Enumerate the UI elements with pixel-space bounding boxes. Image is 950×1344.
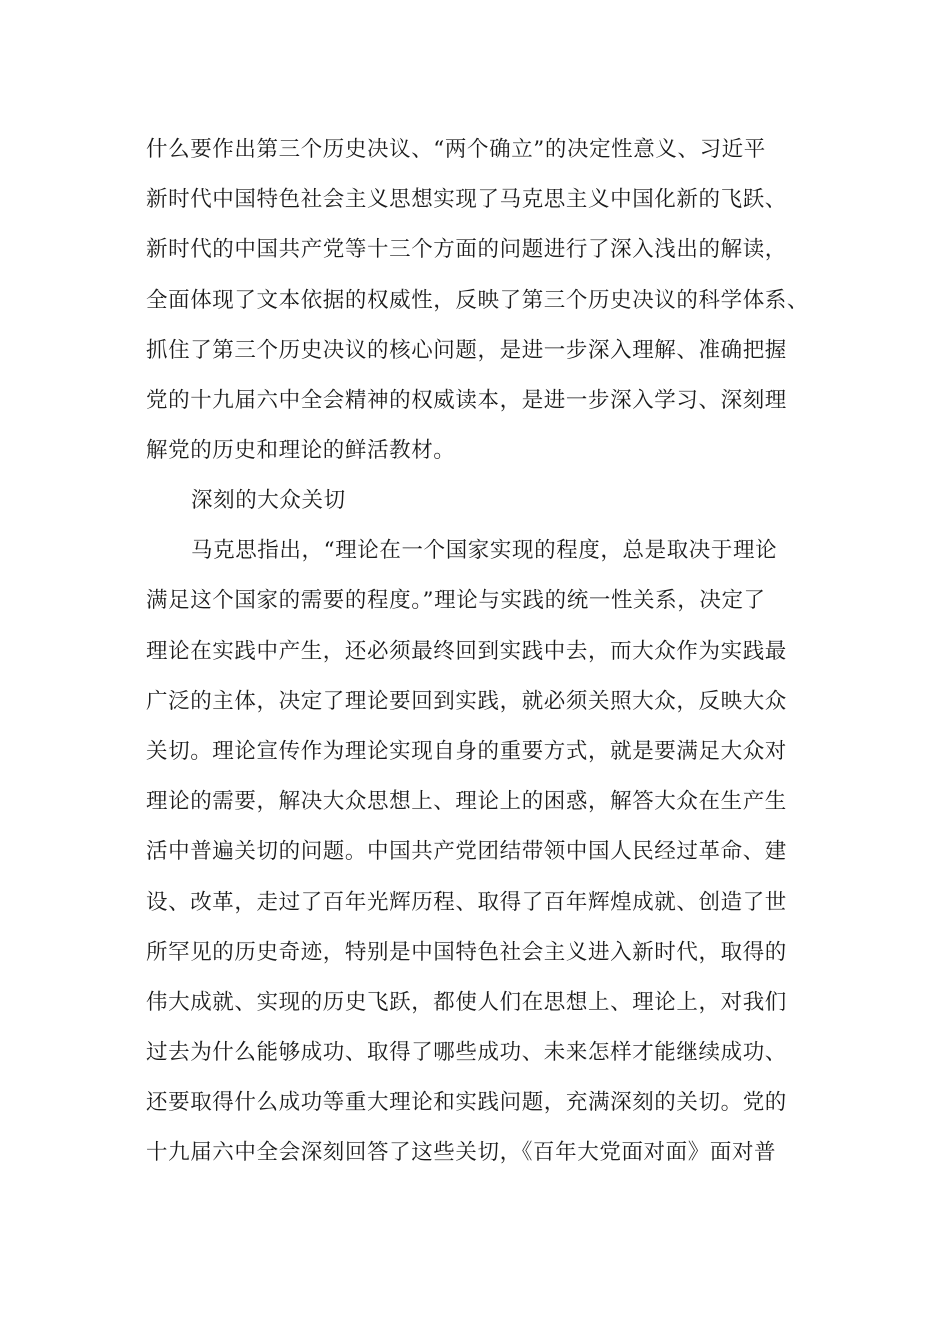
paragraph-1-line-4: 全面体现了文本依据的权威性，反映了第三个历史决议的科学体系、 <box>146 288 810 313</box>
paragraph-2-line-7: 活中普遍关切的问题。中国共产党团结带领中国人民经过革命、建 <box>146 839 787 864</box>
paragraph-2-line-8: 设、改革，走过了百年光辉历程、取得了百年辉煌成就、创造了世 <box>146 890 787 915</box>
paragraph-2-line-2: 满足这个国家的需要的程度。”理论与实践的统一性关系，决定了 <box>146 588 766 613</box>
paragraph-2-line-11: 过去为什么能够成功、取得了哪些成功、未来怎样才能继续成功、 <box>146 1040 787 1065</box>
paragraph-1-line-7: 解党的历史和理论的鲜活教材。 <box>146 438 456 463</box>
paragraph-2-line-12: 还要取得什么成功等重大理论和实践问题，充满深刻的关切。党的 <box>146 1090 787 1115</box>
paragraph-2-line-13: 十九届六中全会深刻回答了这些关切，《百年大党面对面》面对普 <box>146 1140 777 1165</box>
paragraph-2-line-9: 所罕见的历史奇迹，特别是中国特色社会主义进入新时代，取得的 <box>146 940 787 965</box>
section-heading: 深刻的大众关切 <box>191 488 346 513</box>
paragraph-2-line-5: 关切。理论宣传作为理论实现自身的重要方式，就是要满足大众对 <box>146 739 787 764</box>
paragraph-1-line-5: 抓住了第三个历史决议的核心问题，是进一步深入理解、准确把握 <box>146 338 787 363</box>
paragraph-1-line-3: 新时代的中国共产党等十三个方面的问题进行了深入浅出的解读， <box>146 237 787 262</box>
paragraph-1-line-1: 什么要作出第三个历史决议、“两个确立”的决定性意义、习近平 <box>146 137 766 162</box>
paragraph-2-line-3: 理论在实践中产生，还必须最终回到实践中去，而大众作为实践最 <box>146 639 787 664</box>
paragraph-2-line-1: 马克思指出，“理论在一个国家实现的程度，总是取决于理论 <box>191 538 778 563</box>
paragraph-2-line-4: 广泛的主体，决定了理论要回到实践，就必须关照大众，反映大众 <box>146 689 787 714</box>
paragraph-2-line-10: 伟大成就、实现的历史飞跃，都使人们在思想上、理论上，对我们 <box>146 990 787 1015</box>
paragraph-1-line-6: 党的十九届六中全会精神的权威读本，是进一步深入学习、深刻理 <box>146 388 787 413</box>
paragraph-2-line-6: 理论的需要，解决大众思想上、理论上的困惑，解答大众在生产生 <box>146 789 787 814</box>
paragraph-1-line-2: 新时代中国特色社会主义思想实现了马克思主义中国化新的飞跃、 <box>146 187 787 212</box>
